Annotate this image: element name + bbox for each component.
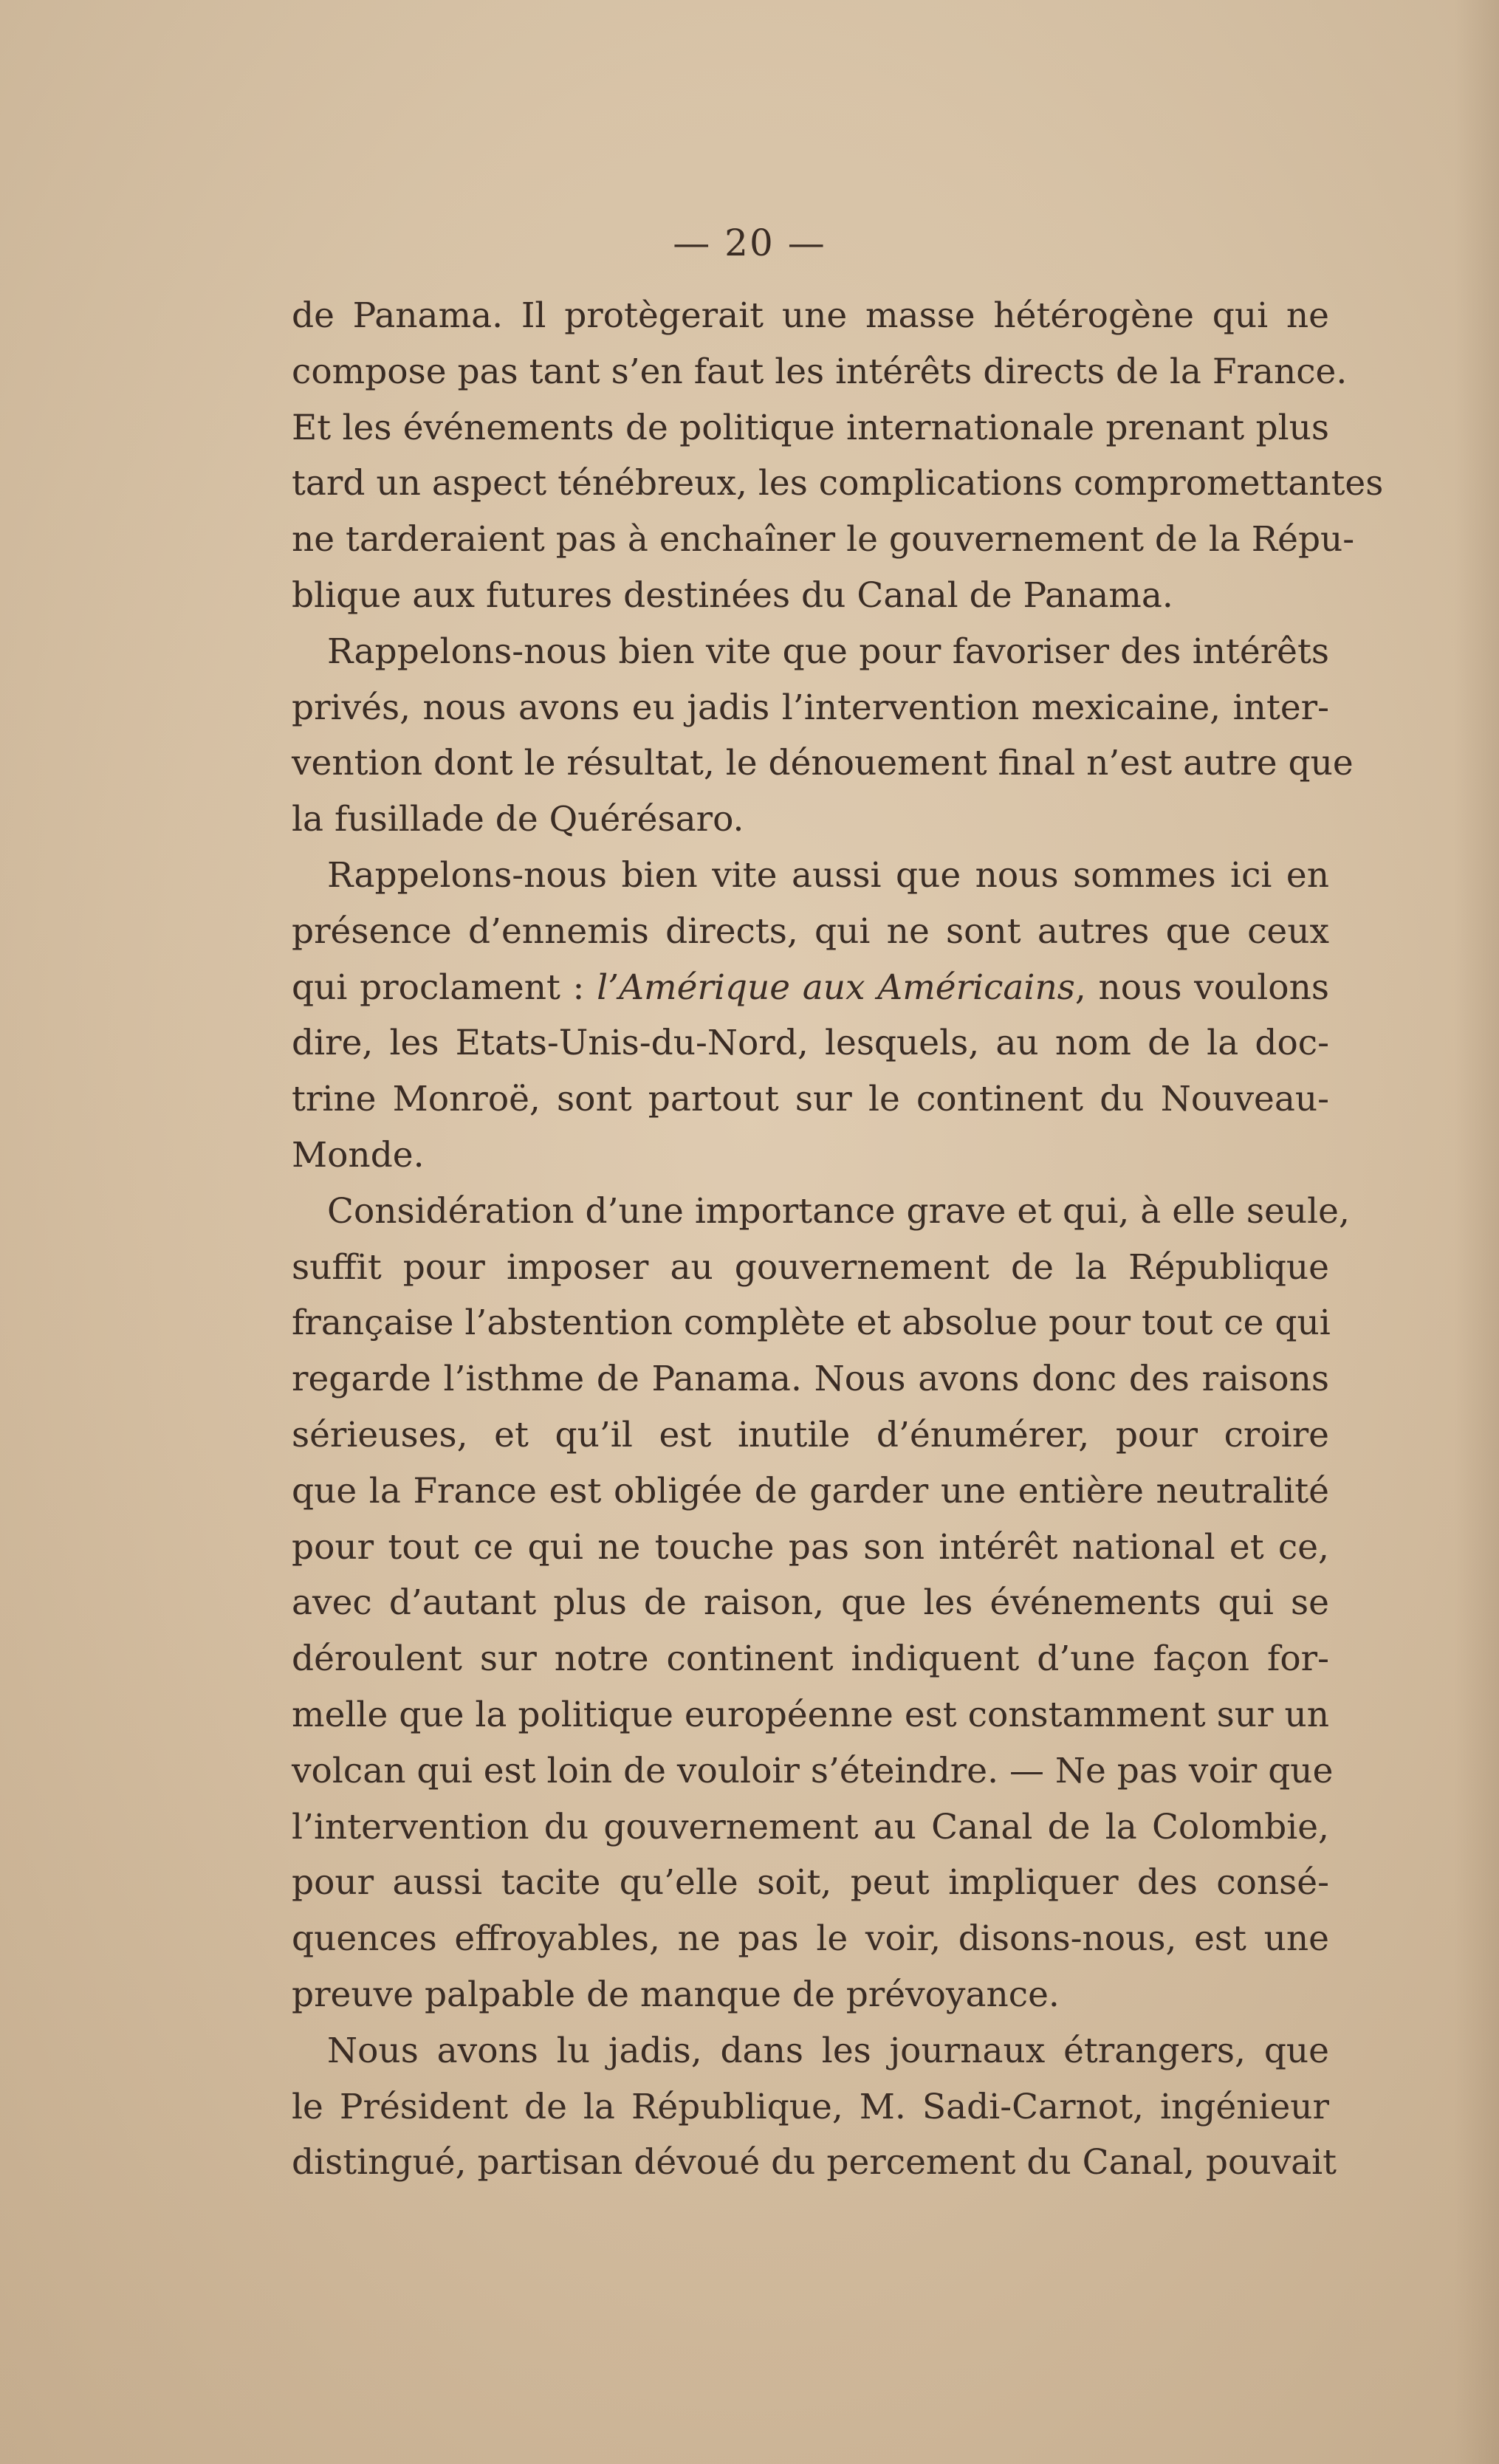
text-line: Nous avons lu jadis, dans les journaux étrangers, que	[327, 2030, 1329, 2071]
text-line: de Panama. Il protègerait une masse hétérogène qui ne	[292, 295, 1329, 336]
text-line: Considération d’une importance grave et qui, à elle seule,	[327, 1190, 1350, 1232]
page-number: — 20 —	[673, 222, 826, 264]
text-line: Rappelons-nous bien vite que pour favoriser des intérêts	[327, 631, 1329, 672]
text-line: compose pas tant s’en faut les intérêts directs de la France.	[292, 351, 1348, 392]
text-line: française l’abstention complète et absolue pour tout ce qui	[292, 1303, 1331, 1344]
text-line: trine Monroë, sont partout sur le continent du Nouveau-	[292, 1079, 1329, 1120]
paragraph-3	[292, 848, 1329, 1184]
text-line: tard un aspect ténébreux, les complications compromettantes	[292, 463, 1384, 504]
text-line: pour aussi tacite qu’elle soit, peut impliquer des consé-	[292, 1862, 1329, 1904]
text-line: déroulent sur notre continent indiquent d’une façon for-	[292, 1638, 1329, 1680]
text-line: Monde.	[292, 1134, 425, 1176]
text-line: avec d’autant plus de raison, que les événements qui se	[292, 1582, 1329, 1624]
text-line: ne tarderaient pas à enchaîner le gouvernement de la Répu-	[292, 519, 1355, 560]
italic-phrase: l’Amérique aux Américains	[597, 967, 1075, 1008]
text-line: blique aux futures destinées du Canal de Panama.	[292, 574, 1173, 616]
paragraph-4	[292, 1184, 1350, 2023]
text-line: volcan qui est loin de vouloir s’éteindre. — Ne pas voir que	[292, 1750, 1334, 1791]
text-line: suffit pour imposer au gouvernement de la République	[292, 1246, 1329, 1288]
text-line: preuve palpable de manque de prévoyance.	[292, 1974, 1060, 2015]
text-line: distingué, partisan dévoué du percement du Canal, pouvait	[292, 2142, 1337, 2183]
page-edge-shadow	[1455, 0, 1499, 2464]
text-line: regarde l’isthme de Panama. Nous avons donc des raisons	[292, 1359, 1329, 1400]
text-line: Rappelons-nous bien vite aussi que nous sommes ici en	[327, 854, 1329, 896]
text-line: que la France est obligée de garder une entière neutralité	[292, 1470, 1329, 1511]
body-text	[292, 288, 1384, 2191]
text-line: l’intervention du gouvernement au Canal de la Colombie,	[292, 1806, 1329, 1847]
text-line: dire, les Etats-Unis-du-Nord, lesquels, au nom de la doc-	[292, 1023, 1329, 1064]
text-line: le Président de la République, M. Sadi-Carnot, ingénieur	[292, 2086, 1329, 2127]
text-line: la fusillade de Quérésaro.	[292, 799, 744, 840]
text-line: vention dont le résultat, le dénouement final n’est autre que	[292, 743, 1354, 784]
paragraph-5	[292, 2023, 1337, 2191]
text-line: qui proclament : l’Amérique aux Américains, nous voulons	[292, 967, 1329, 1008]
text-line: melle que la politique européenne est constamment sur un	[292, 1694, 1329, 1735]
text-line: sérieuses, et qu’il est inutile d’énumérer, pour croire	[292, 1414, 1329, 1455]
paragraph-1	[292, 288, 1384, 624]
text-line: quences effroyables, ne pas le voir, disons-nous, est une	[292, 1918, 1329, 1960]
text-line: privés, nous avons eu jadis l’intervention mexicaine, inter-	[292, 687, 1329, 728]
text-line: présence d’ennemis directs, qui ne sont autres que ceux	[292, 910, 1329, 952]
paragraph-2	[292, 624, 1354, 848]
text-line: Et les événements de politique internationale prenant plus	[292, 407, 1329, 448]
text-line: pour tout ce qui ne touche pas son intérêt national et ce,	[292, 1526, 1329, 1568]
